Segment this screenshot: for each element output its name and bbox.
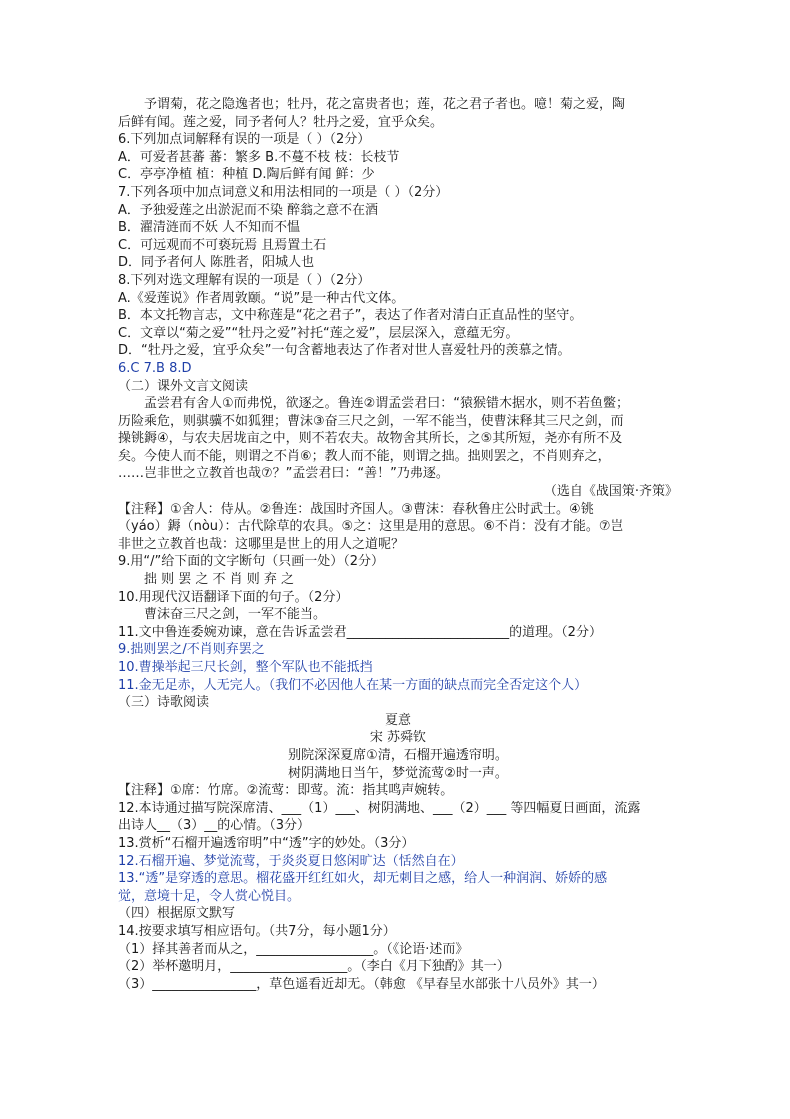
text-line: 后鲜有闻。莲之爱，同予者何人？牡丹之爱，宜乎众矣。: [118, 114, 444, 130]
text-line: 别院深深夏席①清，石榴开遍透帘明。: [288, 747, 508, 763]
text-line: （2）举杯邀明月，__________________。（李白《月下独酌》其一）: [118, 959, 510, 975]
text-line: （四）根据原文默写: [118, 906, 236, 922]
text-line: 予谓菊，花之隐逸者也；牡丹，花之富贵者也；莲，花之君子者也。噫！菊之爱，陶: [144, 97, 626, 112]
text-line: A．可爱者甚蕃 蕃：繁多 B.不蔓不枝 枝：长枝节: [118, 149, 400, 165]
text-line: 14.按要求填写相应语句。（共7分，每小题1分）: [118, 923, 396, 939]
text-line: 出诗人__（3）__的心情。（3分）: [118, 818, 311, 834]
answer-line: 9.拙则罢之/不肖则弃罢之: [118, 642, 265, 658]
answer-line: 12.石榴开遍、梦觉流莺，于炎炎夏日悠闲旷达（恬然自在）: [118, 853, 464, 869]
text-line: 非世之立教首也哉：这哪里是世上的用人之道呢？: [118, 536, 405, 552]
text-line: ……岂非世之立教首也哉⑦？”孟尝君曰：“善！”乃弗逐。: [118, 466, 449, 482]
answer-line: 觉，意境十足，令人赏心悦目。: [118, 888, 301, 904]
text-line: B．濯清涟而不妖 人不知而不愠: [118, 220, 301, 236]
text-line: （1）择其善者而从之，__________________。（《论语·述而》: [118, 941, 469, 957]
text-line: C．文章以“菊之爱”“牡丹之爱”衬托“莲之爱”，层层深入，意蕴无穷。: [118, 325, 519, 341]
text-line: （yáo）鎒（nòu）：古代除草的农具。⑤之：这里是用的意思。⑥不肖：没有才能。⑦岂: [118, 519, 624, 535]
text-line: 操铫鎒④，与农夫居垅亩之中，则不若农夫。故物舍其所长，之⑤其所短，尧亦有所不及: [118, 431, 623, 447]
text-line: 夏意: [384, 712, 411, 728]
text-line: D．“牡丹之爱，宜乎众矣”一句含蓄地表达了作者对世人喜爱牡丹的羡慕之情。: [118, 343, 571, 359]
text-line: 11.文中鲁连委婉劝谏，意在告诉孟尝君_________________________的道理。（2分）: [118, 624, 602, 640]
answer-line: 6.C 7.B 8.D: [118, 360, 192, 376]
text-line: 【注释】①舍人：侍从。②鲁连：战国时齐国人。③曹沫：春秋鲁庄公时武士。④铫: [118, 501, 594, 517]
answer-line: 11.金无足赤，人无完人。（我们不必因他人在某一方面的缺点而完全否定这个人）: [118, 677, 588, 693]
text-line: （二）课外文言文阅读: [118, 378, 249, 394]
text-line: 拙 则 罢 之 不 肖 则 弃 之: [144, 572, 295, 588]
text-line: 6.下列加点词解释有误的一项是（ ）（2分）: [118, 132, 371, 148]
answer-line: 10.曹操举起三尺长剑，整个军队也不能抵挡: [118, 660, 373, 675]
text-line: 【注释】①席：竹席。②流莺：即莺。流：指其鸣声婉转。: [118, 783, 454, 799]
text-line: A.《爱莲说》作者周敦颐。“说”是一种古代文体。: [118, 290, 405, 306]
text-line: 12.本诗通过描写院深席清、___（1）___、树阴满地、___（2）___ 等四幅夏日画面，流露: [118, 800, 641, 816]
text-line: 曹沫奋三尺之剑，一军不能当。: [144, 607, 327, 623]
text-line: （三）诗歌阅读: [118, 695, 210, 711]
text-line: 孟尝君有舍人①而弗悦，欲逐之。鲁连②谓孟尝君曰：“猿猴错木据水，则不若鱼鳖；: [144, 396, 630, 412]
text-line: 8.下列对选文理解有误的一项是（ ）（2分）: [118, 272, 371, 288]
text-line: C．可远观而不可亵玩焉 且焉置土石: [118, 237, 327, 253]
text-line: 9.用“/”给下面的文字断句（只画一处）（2分）: [118, 554, 385, 570]
text-line: （选自《战国策·齐策》: [543, 484, 678, 500]
text-line: （3）________________，草色遥看近却无。（韩愈 《早春呈水部张十八员外》其一）: [118, 976, 605, 992]
text-line: 树阴满地日当午，梦觉流莺②时一声。: [288, 765, 508, 781]
answer-line: 13.“透”是穿透的意思。榴花盛开红红如火，却无刺目之感，给人一种润润、娇娇的感: [118, 871, 608, 887]
text-line: 7.下列各项中加点词意义和用法相同的一项是（ ）（2分）: [118, 184, 449, 200]
text-line: A．予独爱莲之出淤泥而不染 醉翁之意不在酒: [118, 202, 379, 218]
text-line: C．亭亭净植 植：种植 D.陶后鲜有闻 鲜：少: [118, 167, 375, 183]
text-line: 矣。今使人而不能，则谓之不肖⑥；教人而不能，则谓之拙。拙则罢之，不肖则弃之，: [118, 448, 611, 464]
text-line: 10.用现代汉语翻译下面的句子。（2分）: [118, 589, 349, 605]
text-line: B．本文托物言志，文中称莲是“花之君子”，表达了作者对清白正直品性的坚守。: [118, 308, 583, 324]
text-line: 13.赏析“石榴开遍透帘明”中“透”字的妙处。（3分）: [118, 835, 415, 851]
text-line: D．同予者何人 陈胜者，阳城人也: [118, 255, 315, 271]
text-line: 宋 苏舜钦: [369, 730, 427, 746]
text-line: 历险乘危，则骐骥不如狐狸；曹沫③奋三尺之剑，一军不能当，使曹沫释其三尺之剑，而: [118, 413, 624, 429]
document-page: [118, 96, 678, 993]
